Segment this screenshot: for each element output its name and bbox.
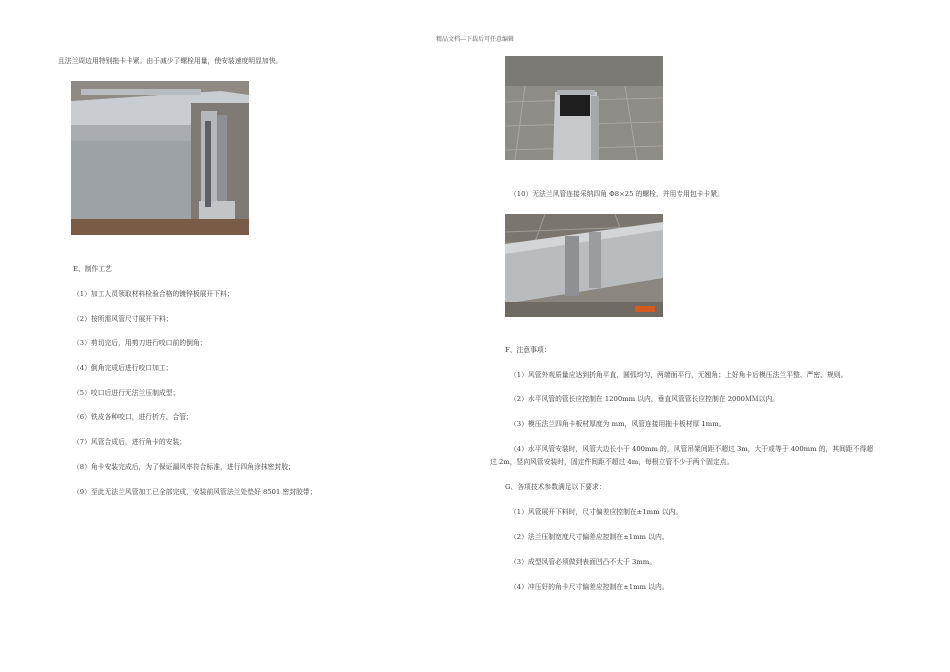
param-item: （3）成型风管必须做到表面凹凸不大于 3mm。 <box>510 558 657 566</box>
param-item: （1）风管展开下料时，尺寸偏差应控制在±1mm 以内。 <box>510 508 683 516</box>
note-item: （2）水平风管的管长应控制在 1200mm 以内，垂直风管管长应控制在 2000ＭＭ以内。 <box>510 395 779 403</box>
step-item: （2）按所需风管尺寸展开下料； <box>73 315 173 323</box>
note-item-continued: 过 2m，竖向风管安装时，固定件间距不超过 4m，每根立管不少于两个固定点。 <box>490 458 734 466</box>
note-item: （4）水平风管安装时，风管大边长小于 400mm 的，风管吊架间距不超过 3m，大于或等于 400mm 的，其间距不得超 <box>510 445 874 453</box>
step-item: （1）加工人员领取材料检验合格的镀锌板展开下料； <box>73 290 234 298</box>
step-item: （8）角卡安装完成后，为了保证漏风率符合标准，进行四角涂抹密封胶； <box>73 463 295 471</box>
note-item: （1）风管外观质量应达到折角平直，圆弧均匀，两端面平行，无翘角；上好角卡后模压法兰平整、严密、规则。 <box>510 371 848 379</box>
step-item: （9）至此无法兰风管加工已全部完成，安装前风管法兰处垫好 8501 密封胶带； <box>73 488 317 496</box>
step-item: （6）铁皮各种咬口，进行折方、合管； <box>73 413 193 421</box>
duct-flange-photo <box>71 81 249 235</box>
param-item: （2）法兰压制宽度尺寸偏差应控制在±1mm 以内。 <box>510 533 669 541</box>
caption-10: （10）无法兰风管连接采纳四角 Φ8×25 的螺栓，并用专用包卡卡紧。 <box>510 190 724 198</box>
vertical-duct-photo <box>505 56 663 160</box>
duct-connection-photo <box>505 214 663 317</box>
step-item: （4）倒角完成后进行咬口加工； <box>73 364 173 372</box>
section-g-title: G、各项技术参数满足以下要求： <box>505 483 606 491</box>
note-item: （3）模压法兰四角卡板材厚度为 mm，风管连接用拖卡板材厚 1mm。 <box>510 420 726 428</box>
page-header: 精品文档---下载后可任意编辑 <box>435 36 515 43</box>
intro-text: 且法兰周边用特别拖卡卡紧。由于减少了螺栓用量，使安装速度明显加快。 <box>58 57 283 65</box>
section-e-title: E、制作工艺 <box>73 265 112 273</box>
section-f-title: F、注意事项： <box>505 346 551 354</box>
step-item: （7）风管合成后，进行角卡的安装； <box>73 438 187 446</box>
param-item: （4）冲压好的角卡尺寸偏差应控制在±1mm 以内。 <box>510 583 669 591</box>
step-item: （5）咬口后进行无法兰压制成型； <box>73 389 180 397</box>
step-item: （3）剪切完后，用剪刀进行咬口前的倒角； <box>73 339 207 347</box>
